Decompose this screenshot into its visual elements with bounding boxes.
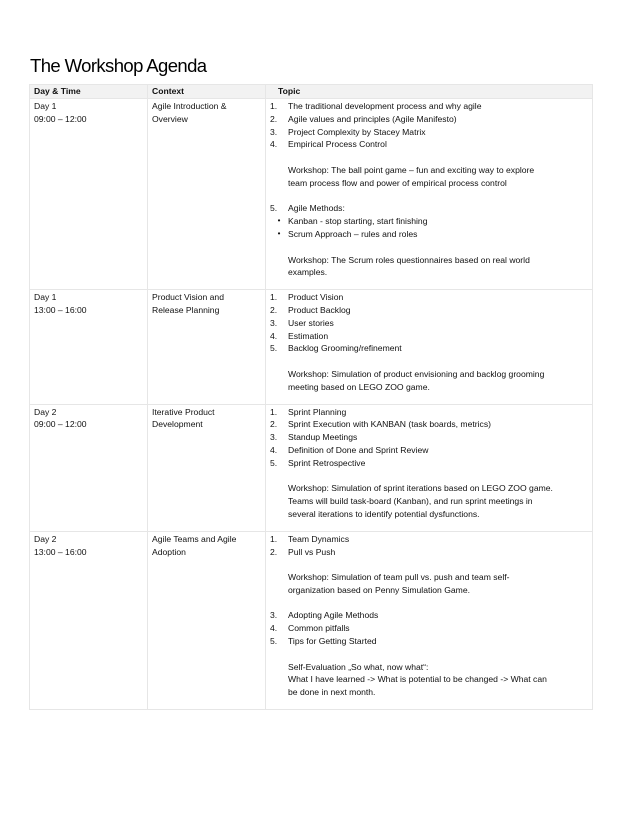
numbered-item [270, 291, 588, 304]
item-number: 3. [270, 126, 278, 137]
time-label: 09:00 – 12:00 [34, 419, 87, 430]
item-text: Common pitfalls [288, 623, 350, 634]
item-text: Sprint Retrospective [288, 457, 366, 468]
item-number: 3. [270, 317, 278, 328]
context-line: Adoption [152, 546, 186, 557]
time-label: 13:00 – 16:00 [34, 546, 87, 557]
header-topic: Topic [266, 85, 593, 99]
item-number: 3. [270, 610, 278, 621]
numbered-item [270, 622, 588, 635]
bullet-icon: • [277, 228, 281, 238]
item-text: Empirical Process Control [288, 139, 387, 150]
numbered-item [270, 100, 588, 113]
bullet-icon: • [277, 216, 281, 226]
workshop-paragraph [270, 571, 588, 597]
paragraph-line: Workshop: Simulation of sprint iterations based on LEGO ZOO game. [288, 483, 553, 494]
workshop-paragraph [270, 368, 588, 394]
item-text: Backlog Grooming/refinement [288, 343, 402, 354]
numbered-item [270, 126, 588, 139]
numbered-item [270, 304, 588, 317]
agenda-table [29, 84, 593, 710]
paragraph-line: Workshop: Simulation of product envisioning and backlog grooming [288, 368, 545, 379]
numbered-item [270, 202, 588, 215]
item-text: Team Dynamics [288, 533, 350, 544]
context-line: Iterative Product [152, 406, 215, 417]
paragraph-line: Teams will build task-board (Kanban), and run sprint meetings in [288, 496, 533, 507]
paragraph-line: Workshop: The ball point game – fun and exciting way to explore [288, 164, 535, 175]
paragraph-line: examples. [288, 267, 328, 278]
day-time-cell [30, 531, 148, 709]
item-text: Tips for Getting Started [288, 636, 377, 647]
item-text: Pull vs Push [288, 546, 336, 557]
item-number: 1. [270, 292, 278, 303]
context-line: Development [152, 419, 203, 430]
workshop-paragraph [270, 661, 588, 699]
item-number: 1. [270, 533, 278, 544]
topic-cell [266, 99, 593, 290]
paragraph-line: be done in next month. [288, 687, 376, 698]
context-line: Release Planning [152, 304, 220, 315]
document-title: The Workshop Agenda [30, 55, 207, 76]
item-number: 5. [270, 203, 278, 214]
item-text: Adopting Agile Methods [288, 610, 379, 621]
table-row [30, 99, 593, 290]
item-number: 4. [270, 623, 278, 634]
paragraph-line: Workshop: The Scrum roles questionnaires based on real world [288, 254, 530, 265]
bullet-item [270, 215, 588, 228]
spacer [270, 190, 588, 203]
item-number: 4. [270, 330, 278, 341]
context-line: Overview [152, 113, 188, 124]
topic-cell [266, 290, 593, 404]
numbered-item [270, 342, 588, 355]
numbered-item [270, 406, 588, 419]
item-number: 4. [270, 444, 278, 455]
table-header-row [30, 85, 593, 99]
numbered-item [270, 330, 588, 343]
item-number: 4. [270, 139, 278, 150]
numbered-item [270, 533, 588, 546]
spacer [270, 597, 588, 610]
context-line: Product Vision and [152, 292, 224, 303]
item-number: 1. [270, 406, 278, 417]
item-number: 5. [270, 457, 278, 468]
item-text: Sprint Execution with KANBAN (task boards, metrics) [288, 419, 491, 430]
numbered-item [270, 444, 588, 457]
header-context: Context [148, 85, 266, 99]
context-cell [148, 531, 266, 709]
time-label: 09:00 – 12:00 [34, 113, 87, 124]
item-text: Definition of Done and Sprint Review [288, 444, 429, 455]
item-number: 5. [270, 343, 278, 354]
workshop-paragraph [270, 254, 588, 280]
item-text: Scrum Approach – rules and roles [288, 228, 418, 239]
numbered-item [270, 138, 588, 151]
table-row [30, 531, 593, 709]
context-cell [148, 99, 266, 290]
item-number: 3. [270, 432, 278, 443]
item-number: 2. [270, 304, 278, 315]
bullet-item [270, 228, 588, 241]
day-time-cell [30, 404, 148, 531]
numbered-item [270, 457, 588, 470]
numbered-item [270, 546, 588, 559]
item-number: 2. [270, 113, 278, 124]
day-label: Day 1 [34, 292, 57, 303]
agenda-body [30, 99, 593, 710]
context-line: Agile Teams and Agile [152, 533, 237, 544]
item-text: Kanban - stop starting, start finishing [288, 216, 428, 227]
numbered-item [270, 113, 588, 126]
item-text: Sprint Planning [288, 406, 347, 417]
paragraph-line: organization based on Penny Simulation Game. [288, 584, 471, 595]
paragraph-line: meeting based on LEGO ZOO game. [288, 381, 430, 392]
topic-cell [266, 404, 593, 531]
time-label: 13:00 – 16:00 [34, 304, 87, 315]
numbered-item [270, 609, 588, 622]
workshop-paragraph [270, 482, 588, 520]
context-cell [148, 404, 266, 531]
workshop-paragraph [270, 164, 588, 190]
item-number: 5. [270, 636, 278, 647]
paragraph-line: Workshop: Simulation of team pull vs. push and team self- [288, 572, 510, 583]
item-text: Product Backlog [288, 304, 351, 315]
item-text: Standup Meetings [288, 432, 358, 443]
header-day-time: Day & Time [30, 85, 148, 99]
table-row [30, 404, 593, 531]
numbered-item [270, 317, 588, 330]
item-text: Estimation [288, 330, 329, 341]
paragraph-line: several iterations to identify potential dysfunctions. [288, 508, 480, 519]
numbered-item [270, 418, 588, 431]
topic-cell [266, 531, 593, 709]
paragraph-line: Self-Evaluation „So what, now what“: [288, 661, 429, 672]
day-time-cell [30, 290, 148, 404]
numbered-item [270, 431, 588, 444]
item-number: 2. [270, 546, 278, 557]
item-text: The traditional development process and why agile [288, 101, 482, 111]
item-text: Agile values and principles (Agile Manifesto) [288, 113, 457, 124]
numbered-item [270, 635, 588, 648]
paragraph-line: team process flow and power of empirical process control [288, 177, 507, 188]
day-time-cell [30, 99, 148, 290]
day-label: Day 2 [34, 533, 57, 544]
item-text: Project Complexity by Stacey Matrix [288, 126, 426, 137]
paragraph-line: What I have learned -> What is potential to be changed -> What can [288, 674, 547, 685]
item-text: Agile Methods: [288, 203, 345, 214]
day-label: Day 2 [34, 406, 57, 417]
table-row [30, 290, 593, 404]
day-label: Day 1 [34, 101, 57, 111]
item-text: Product Vision [288, 292, 344, 303]
item-number: 2. [270, 419, 278, 430]
item-number: 1. [270, 101, 278, 111]
context-line: Agile Introduction & [152, 101, 227, 111]
context-cell [148, 290, 266, 404]
item-text: User stories [288, 317, 334, 328]
